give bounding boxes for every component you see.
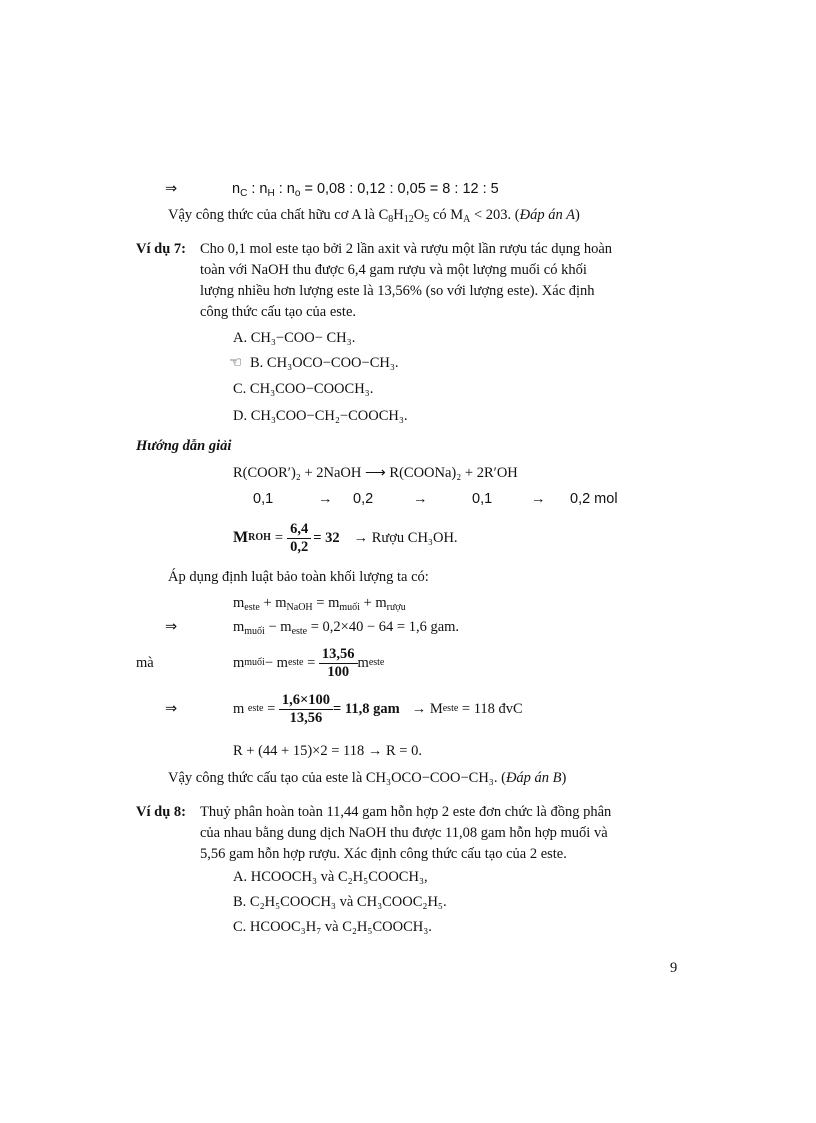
- mole-value: 0,2 mol: [570, 491, 618, 507]
- option-b: B. CH₃OCO−COO−CH₃.: [250, 355, 399, 371]
- fraction: $\frac{1,6\times 100}{13,56}$: [279, 692, 333, 727]
- page-number: 9: [670, 960, 678, 976]
- mole-value: 0,2: [353, 491, 374, 507]
- example-7-text-line: lượng nhiều hơn lượng este là 13,56% (so với lượng este). Xác định: [200, 283, 595, 299]
- fraction: $\frac{13,56}{100}$: [319, 646, 358, 681]
- arrow-icon: →: [413, 491, 428, 507]
- fraction: $\frac{6,4}{0,2}$: [287, 521, 311, 556]
- example-7-label: Ví dụ 7:: [136, 241, 186, 257]
- example-7-text-line: công thức cấu tạo của este.: [200, 304, 357, 320]
- pointing-hand-icon: ☜: [229, 355, 242, 371]
- formula-conclusion: Vậy công thức của chất hữu cơ A là $C_8H_{12}O_5$ có $M_A < 203$. (Đáp án A): [168, 207, 580, 225]
- option-b: B. C₂H₅COOCH₃ và CH₃COOC₂H₅.: [233, 894, 447, 910]
- ester-mass-equation: m este = $\frac{1,6\times 100}{13,56}$ = 11,8 gam → M este = 118 đvC: [233, 691, 523, 726]
- conservation-law-text: Áp dụng định luật bảo toàn khối lượng ta có:: [168, 569, 429, 585]
- mole-value: 0,1: [253, 491, 274, 507]
- mass-balance-equation: $m_{este} + m_{NaOH} = m_{muối} + m_{rượu}$: [233, 595, 406, 613]
- reaction-equation: R(COOR′)₂ + 2NaOH ⟶ R(COONa)₂ + 2R′OH: [233, 465, 518, 481]
- r-group-equation: R + (44 + 15)×2 = 118 → R = 0.: [233, 743, 422, 759]
- implies-symbol: ⇒: [165, 701, 178, 717]
- mole-value: 0,1: [472, 491, 493, 507]
- example-7-text-line: toàn với NaOH thu được 6,4 gam rượu và một lượng muối có khối: [200, 262, 587, 278]
- mole-ratio-line: $n_C$ : $n_H$ : $n_o = 0,08$ : 0,12 : 0,05 = 8 : 12 : 5: [232, 181, 499, 199]
- arrow-icon: →: [318, 491, 333, 507]
- example-7-text-line: Cho 0,1 mol este tạo bởi 2 lần axit và rượu một lần rượu tác dụng hoàn: [200, 241, 613, 257]
- option-c: C. HCOOC₃H₇ và C₂H₅COOCH₃.: [233, 919, 432, 935]
- example-8-text-line: 5,56 gam hỗn hợp rượu. Xác định công thức cấu tạo của 2 este.: [200, 846, 567, 862]
- implies-symbol: ⇒: [165, 619, 178, 635]
- solution-heading: Hướng dẫn giải: [136, 438, 232, 454]
- option-c: C. CH₃COO−COOCH₃.: [233, 381, 374, 397]
- example-8-label: Ví dụ 8:: [136, 804, 186, 820]
- final-conclusion: Vậy công thức cấu tạo của este là CH₃OCO−COO−CH₃. (Đáp án B): [168, 770, 567, 786]
- mass-difference-equation: $m_{muối} - m_{este} = 0,2\times 40 - 64 = 1,6$ gam.: [233, 619, 460, 637]
- molar-mass-equation: M ROH = $\frac{6,4}{0,2}$ = 32 → Rượu CH₃OH.: [233, 520, 458, 555]
- option-d: D. CH₃COO−CH₂−COOCH₃.: [233, 408, 408, 424]
- option-a: A. HCOOCH₃ và C₂H₅COOCH₃,: [233, 869, 428, 885]
- example-8-text-line: của nhau bằng dung dịch NaOH thu được 11,08 gam hỗn hợp muối và: [200, 825, 608, 841]
- percentage-equation: m muối − m este = $\frac{13,56}{100}$ m este: [233, 645, 385, 680]
- arrow-icon: →: [531, 491, 546, 507]
- example-8-text-line: Thuỷ phân hoàn toàn 11,44 gam hỗn hợp 2 este đơn chức là đồng phân: [200, 804, 612, 820]
- word-ma: mà: [136, 655, 154, 671]
- implies-symbol: ⇒: [165, 181, 178, 197]
- option-a: A. CH₃−COO− CH₃.: [233, 330, 356, 346]
